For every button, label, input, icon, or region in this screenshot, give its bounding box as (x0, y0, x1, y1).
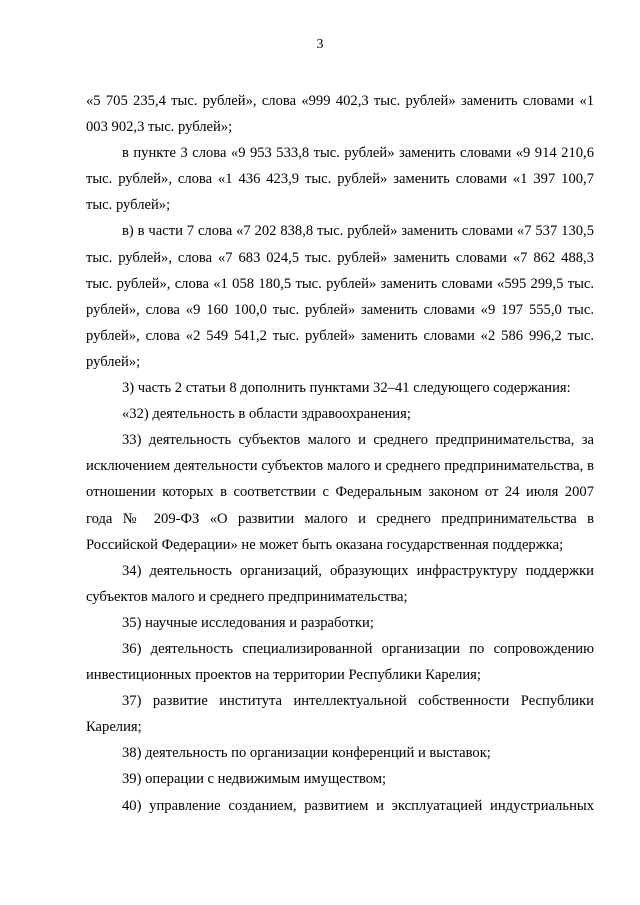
list-item-39: 39) операции с недвижимым имуществом; (122, 771, 387, 788)
list-item-40: 40) управление созданием, развитием и эксплуатацией индустриальных (122, 797, 594, 814)
list-item-36: 36) деятельность специализированной организации по сопровождению инвестиционных проектов на территории Республики Карелия; (86, 640, 594, 684)
document-body (86, 88, 594, 819)
list-item-35: 35) научные исследования и разработки; (122, 614, 374, 631)
list-item-32: «32) деятельность в области здравоохранения; (122, 406, 411, 423)
paragraph-continuation: «5 705 235,4 тыс. рублей», слова «999 402,3 тыс. рублей» заменить словами «1 003 902,3 тыс. рублей»; (86, 93, 594, 136)
page-number: 3 (316, 37, 324, 52)
list-item-33: 33) деятельность субъектов малого и среднего предпринимательства, за исключением деятельности субъектов малого и среднего предпринимательства, в отношении которых в соответствии с Федеральным законом от 24 июля 2007 года № 209-ФЗ «О развитии малого и среднего предпринимательства в Российской Федерации» не может быть оказана государственная поддержка; (86, 432, 594, 553)
list-item-37: 37) развитие института интеллектуальной собственности Республики Карелия; (86, 693, 594, 736)
list-item-38: 38) деятельность по организации конференций и выставок; (122, 745, 491, 762)
paragraph-item-b-point-3: в пункте 3 слова «9 953 533,8 тыс. рублей» заменить словами «9 914 210,6 тыс. рублей», слова «1 436 423,9 тыс. рублей» заменить словами «1 397 100,7 тыс. рублей»; (86, 145, 594, 214)
paragraph-item-3-article-8: 3) часть 2 статьи 8 дополнить пунктами 32–41 следующего содержания: (122, 380, 571, 397)
list-item-34: 34) деятельность организаций, образующих инфраструктуру поддержки субъектов малого и среднего предпринимательства; (86, 562, 594, 605)
paragraph-item-v-part-7: в) в части 7 слова «7 202 838,8 тыс. рублей» заменить словами «7 537 130,5 тыс. рублей», слова «7 683 024,5 тыс. рублей» заменить словами «7 862 488,3 тыс. рублей», слова «1 058 180,5 тыс. рублей» заменить словами «595 299,5 тыс. рублей», слова «9 160 100,0 тыс. рублей» заменить словами «9 197 555,0 тыс. рублей», слова «2 549 541,2 тыс. рублей» заменить словами «2 586 996,2 тыс. рублей»; (86, 223, 594, 370)
